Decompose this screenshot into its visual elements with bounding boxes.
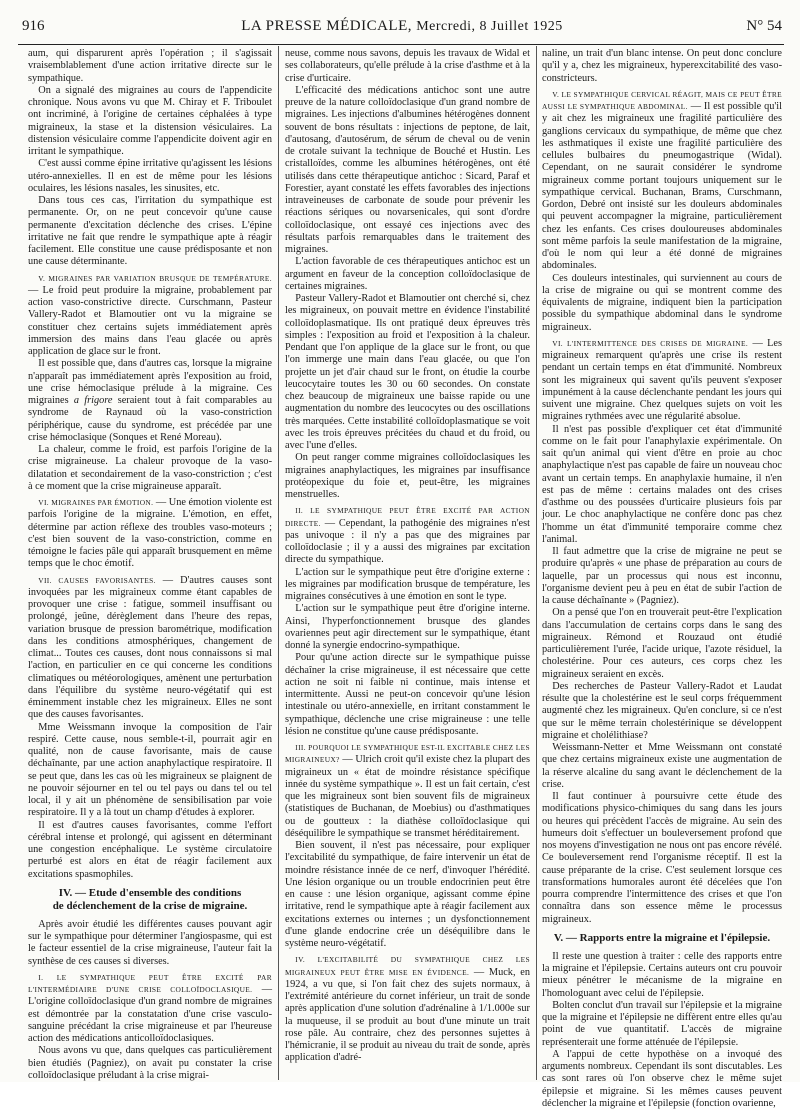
paragraph: aum, qui disparurent après l'opération ; il s'agissait vraisemblablement d'une action irritative directe sur le sympathique. — [28, 48, 272, 84]
paragraph: Il n'est pas possible d'expliquer cet état d'immunité comme on le fait pour l'anaphylaxie expérimentale. On sait qu'un animal qui vient d'être en proie au choc anaphylactique n'est pas capable de faire un nouveau choc avant un certain temps. En anaphylaxie humaine, il n'en est pas de même : certains malades ont des crises d'asthme ou des poussées d'urticaire plusieurs fois par jour. Le choc anaphylactique ne confère donc pas chez l'homme un état d'immunité temporaire comme chez l'animal. — [542, 423, 782, 545]
subsection-text: — L'origine colloïdoclasique d'un grand nombre de migraines est démontrée par la constatation d'une crise vasculo-sanguine précédant la crise migraineuse et par l'heureuse action des médications anticolloïdoclasiques. — [28, 984, 272, 1044]
paragraph: neuse, comme nous savons, depuis les travaux de Widal et ses collaborateurs, qu'elle prélude à la crise d'asthme et à la crise d'urticaire. — [285, 48, 530, 84]
paragraph: Mme Weissmann invoque la composition de l'air respiré. Cette cause, nous semble-t-il, pourrait agir en qualité, non de cause favorisante, mais de cause déchaînante, par une action anaphylactique respiratoire. Il se peut que, dans les cas où les migraineux se plaignent de ne pouvoir séjourner en tel ou tel pays ou dans tel ou tel local, il y ait un phénomène de sensibilisation par voie respiratoire. Il y a là tout un champ d'études à explorer. — [28, 721, 272, 819]
paragraph: Ces douleurs intestinales, qui surviennent au cours de la crise de migraine ou qui se montrent comme des équivalents de migraine, indiquent bien la participation possible du sympathique abdominal dans le syndrome migraineux. — [542, 272, 782, 333]
paragraph: On a signalé des migraines au cours de l'appendicite chronique. Nous avons vu que M. Chiray et F. Triboulet ont incriminé, à l'origine de certaines céphalées à type migraineux, la stase et la distension vésiculaires. La distension vésiculaire comme l'appendicite doivent agir en irritant le sympathique. — [28, 84, 272, 157]
paragraph: L'action sur le sympathique peut être d'origine externe : les migraines par modification brusque de température, les migraines consécutives à une émotion en sont le type. — [285, 566, 530, 602]
paragraph: Bien souvent, il n'est pas nécessaire, pour expliquer l'excitabilité du sympathique, de faire intervenir un état de moindre résistance innée de ce nerf, d'invoquer l'hérédité. Une lésion organique ou un trouble endocrinien peut être en cause : une lésion organique, agissant comme épine irritative, rend le sympathique apte à réagir facilement aux excitations externes ou internes ; un dysfonctionnement d'une glande endocrine crée un déséquilibre dans le système neuro-végétatif. — [285, 840, 530, 949]
column-left — [28, 48, 273, 1081]
column-divider — [536, 46, 537, 1080]
subsection-paragraph — [542, 338, 782, 424]
subsection-text: — Les migraineux remarquent qu'après une crise ils restent pendant un certain temps en état d'immunité. Nombreux sont les migraineux qui savent qu'ils peuvent s'exposer impunément à la cause déclenchante pendant les jours qui suivent une migraine. Chez quelques sujets on voit les migraines rythmées avec une régularité absolue. — [542, 337, 783, 423]
paragraph: Après avoir étudié les différentes causes pouvant agir sur le sympathique pour déterminer l'angiospasme, qui est le facteur essentiel de la crise migraineuse, l'auteur fait la synthèse de ces causes si diverses. — [28, 918, 272, 967]
paragraph: Bolten conclut d'un travail sur l'épilepsie et la migraine que la migraine et l'épilepsie ne diffèrent entre elles qu'au point de vue quantitatif. L'accès de migraine représenterait une forme atténuée de l'épilepsie. — [542, 999, 782, 1048]
subsection-heading: II. LE SYMPATHIQUE PEUT ÊTRE EXCITÉ PAR ACTION DIRECTE. — [285, 506, 530, 528]
paragraph: L'efficacité des médications antichoc sont une autre preuve de la nature colloïdoclasique d'un grand nombre de migraines. Les injections d'albumines hétérogènes donnent souvent de bons résultats : injections de peptone, de lait, d'autosang, d'autosérum, de sérum de cheval ou de venin de crotale suivant la technique de Bouché et Hustin. Les cristalloïdes, comme les albumines hétérogènes, ont été utilisés dans cette thérapeutique antichoc : Sicard, Paraf et Forestier, ayant constaté les effets favorables des injections intraveineuses de carbonate de soude pour prévenir les réactions sériques ou novarsenicales, qui sont d'ordre colloïdoclasique, ont essayé ces injections avec des résultats parfois remarquables dans le traitement des migraines. — [285, 84, 530, 255]
paragraph: Pasteur Vallery-Radot et Blamoutier ont cherché si, chez les migraineux, on pouvait mettre en évidence l'instabilité colloïdoplasmatique. Ils ont pratiqué deux épreuves très simples : l'exposition au froid et l'exposition à la chaleur. Pendant que l'on applique de la glace sur le front, ou que l'on immerge une main dans l'eau glacée, ou que l'on projette un jet d'air chaud sur le front, on étudie la courbe leucocytaire toutes les 30 ou 60 secondes. On constate chez beaucoup de migraineux une baisse rapide ou une augmentation du nombre des leucocytes ou des oscillations très marquées. Cette instabilité colloïdoplasmatique se voit avec les trois épreuves précitées du chaud et du froid, ou avec l'une d'elles. — [285, 293, 530, 451]
subsection-paragraph — [285, 954, 530, 1064]
subsection-text: — D'autres causes sont invoquées par les migraineux comme étant capables de provoquer une crise : fatigue, sommeil insuffisant ou prolongé, jeûne, dérèglement dans l'heure des repas, variation brusque de pression barométrique, modification dans les conditions atmosphériques, changement de climat... Toutes ces causes, dont nous connaissons si mal l'action, en particulier en ce qui concerne les conditions climatiques ou météorologiques, amènent une perturbation dans l'équilibre du système neuro-végétatif qui est éminemment instable chez les migraineux. Elles ne sont que des causes favorisantes. — [28, 574, 272, 721]
subsection-heading: III. POURQUOI LE SYMPATHIQUE EST-IL EXCITABLE CHEZ LES MIGRAINEUX? — [285, 743, 530, 765]
subsection-heading: V. LE SYMPATHIQUE CERVICAL RÉAGIT, MAIS CE PEUT ÊTRE AUSSI LE SYMPATHIQUE ABDOMINAL. — [542, 89, 782, 111]
column-right — [542, 48, 783, 1109]
column-middle — [285, 48, 530, 1078]
paragraph: L'action favorable de ces thérapeutiques antichoc est un argument en faveur de la conception colloïdoclasique de certaines migraines. — [285, 256, 530, 292]
subsection-paragraph — [28, 497, 272, 571]
subsection-text: — Cependant, la pathogénie des migraines n'est pas univoque : il n'y a pas que des migraines par colloïdoclasie ; il y a aussi des migraines par excitation directe du sympathique. — [285, 517, 530, 566]
paragraph: Des recherches de Pasteur Vallery-Radot et Laudat résulte que la cholestérine est le seul corps fréquemment augmenté chez les migraineux. Qu'en conclure, si ce n'est que sur le même terrain cholestérinique se développent migraine et cholélithiase? — [542, 680, 782, 741]
paragraph: A l'appui de cette hypothèse on a invoqué des arguments nombreux. Cependant ils sont discutables. Les cas sont rares où l'on observe chez le même sujet épilepsie et migraine. Si les mêmes causes peuvent déclencher la migraine et l'épilepsie (fonction ovarienne, — [542, 1048, 782, 1109]
issue-date: Mercredi, 8 Juillet 1925 — [416, 19, 563, 34]
section-heading: V. — Rapports entre la migraine et l'épilepsie. — [553, 931, 771, 944]
subsection-paragraph — [285, 505, 530, 566]
paragraph — [28, 358, 272, 444]
subsection-paragraph — [28, 972, 272, 1046]
italic-term: a frigore — [73, 395, 113, 406]
subsection-heading: VII. CAUSES FAVORISANTES. — [38, 575, 156, 585]
subsection-paragraph — [542, 89, 782, 273]
section-heading-line: IV. — Etude d'ensemble des conditions — [58, 886, 242, 899]
subsection-text: — Le froid peut produire la migraine, probablement par action vaso-constrictive directe. Curschmann, Pasteur Vallery-Radot et Blamoutier ont vu la migraine se constituer chez certains sujets immédiatement après immersion des mains dans l'eau glacée ou après application de glace sur le front. — [28, 284, 272, 357]
section-heading-line: de déclenchement de la crise de migraine. — [52, 899, 248, 912]
subsection-heading: VI. MIGRAINES PAR ÉMOTION. — [38, 498, 154, 507]
paragraph: Dans tous ces cas, l'irritation du sympathique est permanente. Or, on ne peut concevoir qu'une cause permanente d'excitation déclenche des crises. L'épine irritative ne fait que rendre le sympathique apte à réagir facilement. Elle constitue une cause prédisposante et non une cause déterminante. — [28, 195, 272, 268]
subsection-heading: V. MIGRAINES PAR VARIATION BRUSQUE DE TEMPÉRATURE. — [38, 273, 272, 283]
paragraph: Il faut admettre que la crise de migraine ne peut se produire qu'après « une phase de préparation au cours de laquelle, par un processus qui nous est inconnu, l'organisme devient peu à peu en état de subir l'action de la cause déchaînante » (Pagniez). — [542, 546, 782, 606]
subsection-heading: VI. L'INTERMITTENCE DES CRISES DE MIGRAINE. — [552, 338, 749, 348]
paragraph: Il reste une question à traiter : celle des rapports entre la migraine et l'épilepsie. Certains auteurs ont cru pouvoir mieux pénétrer le mécanisme de la migraine en l'homologuant avec celui de l'épilepsie. — [542, 950, 782, 999]
paragraph: Weissmann-Netter et Mme Weissmann ont constaté que chez certains migraineux existe une augmentation de la réserve alcaline du sang avant le déclenchement de la crise. — [542, 742, 782, 790]
paragraph: Pour qu'une action directe sur le sympathique puisse déchaîner la crise migraineuse, il est nécessaire que cette action ne soit ni faible ni continue, mais intense et intermittente. Aussi ne peut-on concevoir qu'une lésion intestinale ou utéro-annexielle, en irritant constamment le sympathique, déclenche une crise migraineuse : une telle lésion ne constitue qu'une cause prédisposante. — [285, 652, 530, 737]
subsection-paragraph — [285, 742, 530, 840]
paragraph: naline, un trait d'un blanc intense. On peut donc conclure qu'il y a, chez les migraineux, hyperexcitabilité des vaso-constricteurs. — [542, 48, 782, 84]
paragraph: On peut ranger comme migraines colloïdoclasiques les migraines anaphylactiques, les migraines par insuffisance protéopexique du foie et, peut-être, les migraines menstruelles. — [285, 452, 530, 500]
paragraph-text: seraient tout à fait comparables au syndrome de Raynaud où la vaso-constriction périphérique, cause du syndrome, est précédée par une crise hémoclasique (Sonques et René Moreau). — [28, 395, 273, 443]
page-number: 916 — [22, 18, 45, 34]
paragraph: On a pensé que l'on en trouverait peut-être l'explication dans l'accumulation de certains corps dans le sang des migraineux. Rémond et Rouzaud ont étudié particulièrement l'urée, l'acide urique, l'azote résiduel, la cholestérine. Pour ces auteurs, ces corps chez les migraineux seraient en excès. — [542, 607, 782, 680]
column-divider — [278, 46, 279, 1080]
paragraph-text: Il est possible que, dans d'autres cas, lorsque la migraine n'apparaît pas immédiatement après l'exposition au froid, une crise hémoclasique prélude à la migraine. Ces migraines — [28, 358, 272, 406]
masthead — [22, 18, 782, 35]
paragraph: L'action sur le sympathique peut être d'origine interne. Ainsi, l'hyperfonctionnement brusque des glandes ovariennes peut agir directement sur le sympathique, étant donné la synergie endocrino-sympathique. — [285, 603, 530, 651]
page-header — [22, 18, 782, 40]
header-rule — [18, 44, 784, 45]
section-heading — [28, 887, 272, 913]
subsection-text: — Ulrich croit qu'il existe chez la plupart des migraineux un « état de moindre résistance spécifique innée du système sympathique ». Il est un fait certain, c'est que les migraineux sont bien souvent fils de migraineux (statistiques de Buchanan, de Moebius) ou d'asthmatiques ou de goutteux : la diathèse colloïdoclasique qui déséquilibre le sympathique se transmet héréditairement. — [285, 754, 530, 839]
subsection-heading: I. LE SYMPATHIQUE PEUT ÊTRE EXCITÉ PAR L'INTERMÉDIAIRE D'UNE CRISE COLLOÏDOCLASIQUE. — [28, 972, 272, 994]
subsection-paragraph — [28, 575, 272, 722]
issue-number: N° 54 — [746, 18, 782, 34]
subsection-text: — Une émotion violente est parfois l'origine de la migraine. L'émotion, en effet, détermine par action réflexe des troubles vaso-moteurs ; c'est bien souvent de la vaso-constriction, comme en témoigne le facies pâle qui apparaît brusquement en même temps que le choc émotif. — [28, 497, 273, 570]
paragraph: Il est d'autres causes favorisantes, comme l'effort cérébral intense et prolongé, qui agissent en déterminant une congestion encéphalique. Le système circulatoire perturbé est alors en état de réagir facilement aux excitations spasmophiles. — [28, 819, 272, 880]
paragraph: C'est aussi comme épine irritative qu'agissent les lésions utéro-annexielles. Il en est de même pour les lésions oculaires, les lésions nasales, les sinusites, etc. — [28, 158, 272, 194]
subsection-text: — Il est possible qu'il y ait chez les migraineux une fragilité particulière des ganglions cervicaux du sympathique, de même que chez les asthmatiques il existe une fragilité particulière des cellules bulbaires du pneumogastrique (Widal). Cependant, on ne saurait considérer le syndrome migraineux comme portant toujours uniquement sur le sympathique cervical. Buchanan, Brams, Curschmann, Gordon, Debré ont insisté sur les douleurs abdominales qui peuvent accompagner la migraine, particulièrement chez les enfants. Ces crises douloureuses abdominales sont même parfois la seule manifestation de la migraine, d'où le nom qui leur a été donné de migraines abdominales. — [542, 101, 782, 272]
subsection-heading: IV. L'EXCITABILITÉ DU SYMPATHIQUE CHEZ LES MIGRAINEUX PEUT ÊTRE MISE EN ÉVIDENCE. — [285, 955, 530, 977]
subsection-text: — Muck, en 1924, a vu que, si l'on fait chez des sujets normaux, à l'extrémité antérieure du cornet inférieur, un trait de sonde après application d'une solution d'adrénaline à 1/1.000e sur la muqueuse, il se produit au bout d'une minute un trait rose pâle. Au contraire, chez des personnes sujettes à l'hémicranie, il se produit au niveau du trait de sonde, après application d'adré- — [285, 966, 530, 1064]
publication-title: LA PRESSE MÉDICALE, — [241, 18, 412, 34]
paragraph: Nous avons vu que, dans quelques cas particulièrement bien étudiés (Pagniez), on avait pu constater la crise colloïdoclasique préludant à la crise migrai- — [28, 1045, 272, 1081]
paragraph: Il faut continuer à poursuivre cette étude des modifications physico-chimiques du sang dans les jours ou heures qui précèdent l'accès de migraine. Au sein des humeurs doit s'effectuer un bouleversement profond que nos moyens d'investigation ne nous ont pas encore révélé. Ce bouleversement rend l'organisme réceptif. Il est la cause préparante de la crise. C'est seulement lorsque ces transformations humorales auront été décelées que l'on pourra comprendre l'intermittence des crises et que l'on connaîtra dans son essence même le processus migraineux. — [542, 791, 782, 925]
subsection-paragraph — [28, 273, 272, 359]
paragraph: La chaleur, comme le froid, est parfois l'origine de la crise migraineuse. La chaleur provoque de la vaso-dilatation et secondairement de la vaso-constriction ; c'est à ce moment que la crise migraineuse apparaît. — [28, 444, 272, 492]
